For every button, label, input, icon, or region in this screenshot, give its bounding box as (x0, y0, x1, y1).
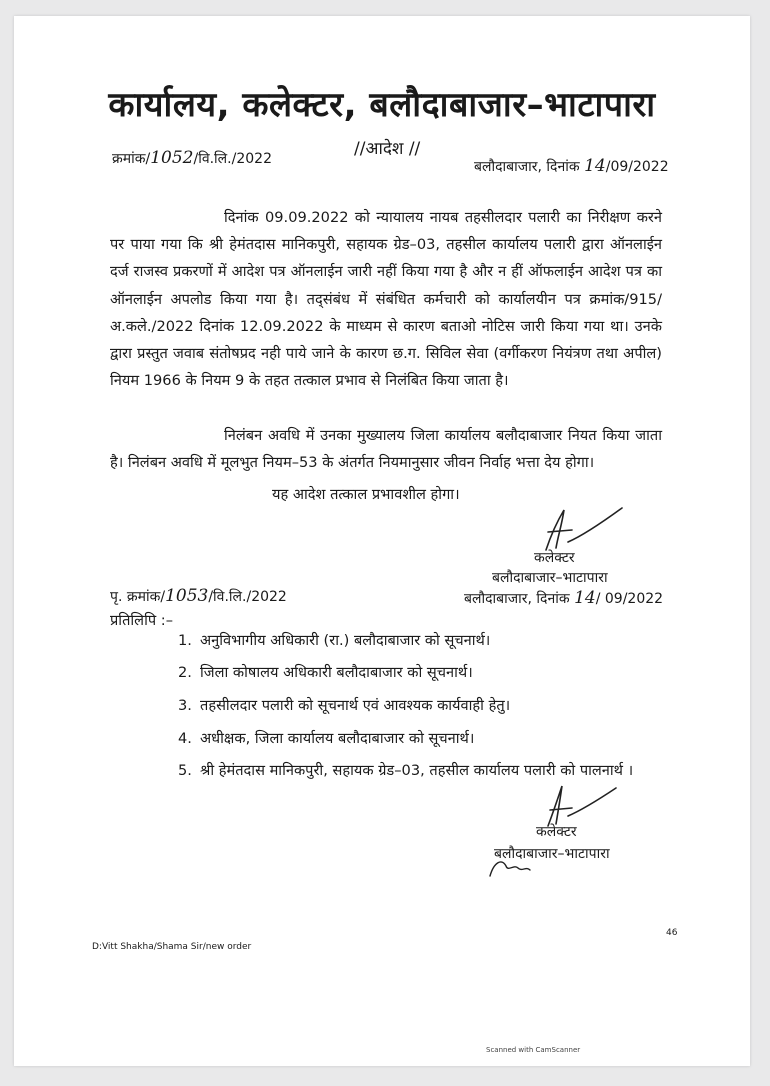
copy-item: 4. अधीक्षक, जिला कार्यालय बलौदाबाजार को सूचनार्थ। (178, 730, 475, 747)
copy-item: 3. तहसीलदार पलारी को सूचनार्थ एवं आवश्यक कार्यवाही हेतु। (178, 697, 511, 714)
body-paragraph-1: दिनांक 09.09.2022 को न्यायालय नायब तहसीलदार पलारी का निरीक्षण करने पर पाया गया कि श्री हेमंतदास मानिकपुरी, सहायक ग्रेड–03, तहसील कार्यालय पलारी द्वारा ऑनलाईन दर्ज राजस्व प्रकरणों में आदेश पत्र ऑनलाईन जारी नहीं किया गया है और न हीं ऑफलाईन आदेश पत्र का ऑनलाईन अपलोड किया गया है। तद्संबंध में संबंधित कर्मचारी को कार्यालयीन पत्र क्रमांक/915/अ.कले./2022 दिनांक 12.09.2022 के माध्यम से कारण बताओ नोटिस जारी किया गया था। उनके द्वारा प्रस्तुत जवाब संतोषप्रद नही पाये जाने के कारण छ.ग. सिविल सेवा (वर्गीकरण नियंत्रण तथा अपील) नियम 1966 के नियम 9 के तहत तत्काल प्रभाव से निलंबित किया जाता है। (110, 209, 662, 390)
endorsement-ref-suffix: /वि.लि./2022 (208, 589, 287, 605)
copy-item: 1. अनुविभागीय अधिकारी (रा.) बलौदाबाजार को सूचनार्थ। (178, 632, 491, 649)
office-title: कार्यालय, कलेक्टर, बलौदाबाजार–भाटापारा (108, 85, 656, 125)
page-number: 46 (666, 928, 678, 938)
signature-1-district: बलौदाबाजार–भाटापारा (492, 570, 608, 586)
place-date-prefix: बलौदाबाजार, दिनांक (474, 159, 580, 175)
endorsement-place-date-prefix: बलौदाबाजार, दिनांक (464, 591, 570, 607)
copy-item: 2. जिला कोषालय अधिकारी बलौदाबाजार को सूचनार्थ। (178, 664, 473, 681)
scanner-watermark: Scanned with CamScanner (486, 1046, 581, 1054)
signature-1-designation: कलेक्टर (534, 550, 575, 566)
document-page (14, 16, 750, 1066)
endorsement-ref-number: 1053 (165, 586, 209, 606)
date-day: 14 (584, 156, 606, 176)
signature-2-district: बलौदाबाजार–भाटापारा (494, 846, 610, 862)
order-place-date (474, 156, 669, 176)
ref-number: 1052 (150, 148, 194, 168)
signature-2-designation: कलेक्टर (536, 824, 577, 840)
copy-to-label: प्रतिलिपि :– (110, 612, 173, 629)
body-paragraph-2: निलंबन अवधि में उनका मुख्यालय जिला कार्यालय बलौदाबाजार नियत किया जाता है। निलंबन अवधि में मूलभुत नियम–53 के अंतर्गत नियमानुसार जीवन निर्वाह भत्ता देय होगा। (110, 427, 662, 472)
endorsement-date-day: 14 (574, 588, 596, 608)
order-reference (112, 148, 272, 168)
endorsement-ref-prefix: पृ. क्रमांक/ (110, 589, 166, 605)
endorsement-reference (110, 586, 287, 606)
ref-suffix: /वि.लि./2022 (193, 151, 272, 167)
date-suffix: /09/2022 (605, 159, 669, 175)
body-paragraph-3: यह आदेश तत्काल प्रभावशील होगा। (272, 486, 460, 503)
order-heading: //आदेश // (354, 139, 421, 159)
copy-item: 5. श्री हेमंतदास मानिकपुरी, सहायक ग्रेड–03, तहसील कार्यालय पलारी को पालनार्थ । (178, 762, 634, 779)
endorsement-date-suffix: / 09/2022 (595, 591, 664, 607)
file-path: D:Vitt Shakha/Shama Sir/new order (92, 942, 252, 952)
endorsement-place-date (464, 588, 663, 608)
ref-prefix: क्रमांक/ (112, 151, 151, 167)
initials-mark (484, 852, 534, 882)
